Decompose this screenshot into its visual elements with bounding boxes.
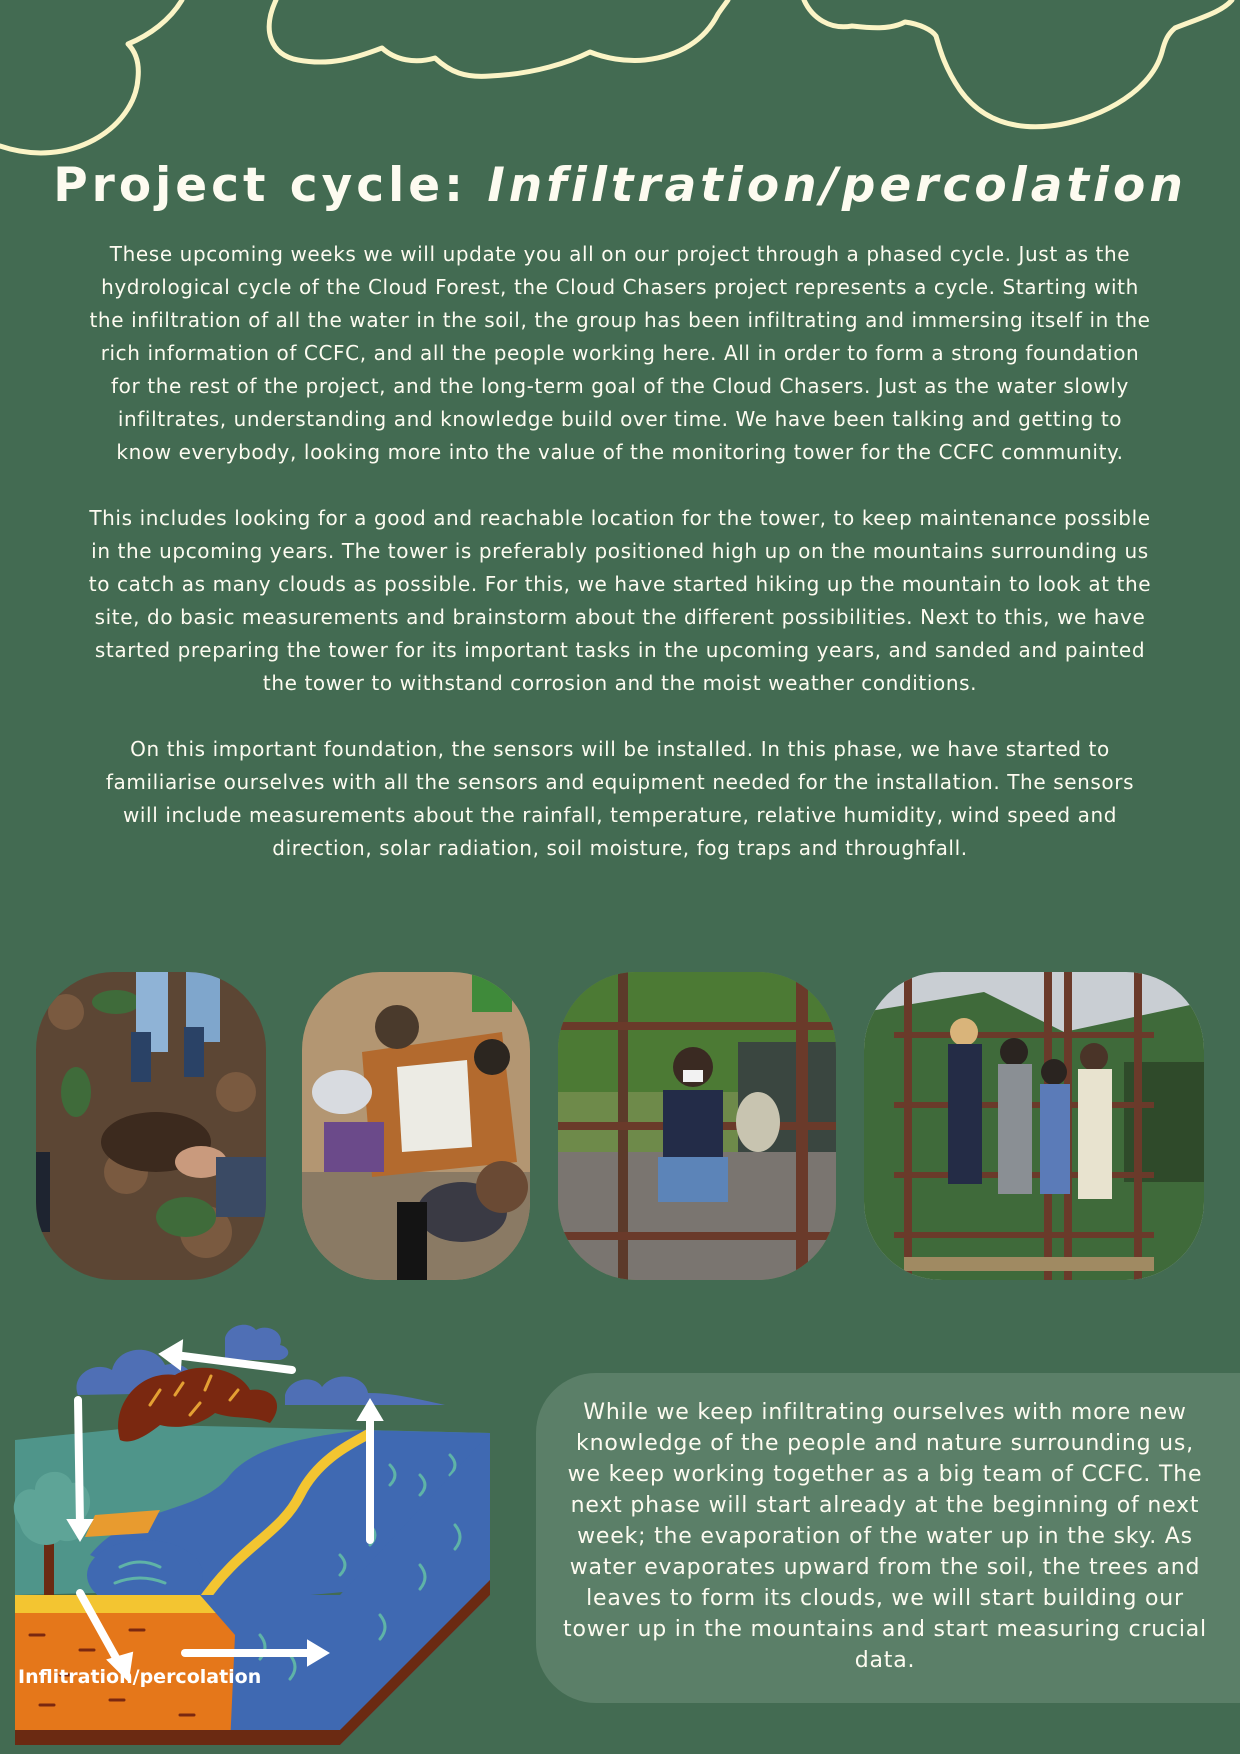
photo-team-on-tower [864,972,1204,1280]
title-emphasis: Infiltration/percolation [487,158,1187,213]
photo-soil-sample [36,972,266,1280]
closing-note-panel [536,1373,1240,1703]
photo-tower-frame [558,972,836,1280]
paragraph-location: This includes looking for a good and reachable location for the tower, to keep maintenance possible in the upcoming years. The tower is preferably positioned high up on the mountains surrounding us to catch as many clouds as possible. For this, we have started hiking up the mountain to look at the site, do basic measurements and brainstorm about the different possibilities. Next to this, we have started preparing the tower for its important tasks in the upcoming years, and sanded and painted the tower to withstand corrosion and the moist weather conditions. [88,506,1152,695]
title-prefix: Project cycle: [53,158,488,213]
cloud-outline-decoration [0,0,1240,170]
page-title [0,158,1240,213]
paragraph-intro: These upcoming weeks we will update you all on our project through a phased cycle. Just as the hydrological cycle of the Cloud Forest, the Cloud Chasers project represents a cycle. Starting with the infiltration of all the water in the soil, the group has been infiltrating and immersing itself in the rich information of CCFC, and all the people working here. All in order to form a strong foundation for the rest of the project, and the long-term goal of the Cloud Chasers. Just as the water slowly infiltrates, understanding and knowledge build over time. We have been talking and getting to know everybody, looking more into the value of the monitoring tower for the CCFC community. [89,242,1151,464]
diagram-label: Inflitration/percolation [18,1666,262,1688]
photo-team-planning [302,972,530,1280]
closing-note-text: While we keep infiltrating ourselves with more new knowledge of the people and nature surrounding us, we keep working together as a big team of CCFC. The next phase will start already at the beginning of next week; the evaporation of the water up in the sky. As water evaporates upward from the soil, the trees and leaves to form its clouds, we will start building our tower up in the mountains and start measuring crucial data. [563,1400,1207,1673]
paragraph-sensors: On this important foundation, the sensors will be installed. In this phase, we have started to familiarise ourselves with all the sensors and equipment needed for the installation. The sensors will include measurements about the rainfall, temperature, relative humidity, wind speed and direction, solar radiation, soil moisture, fog traps and throughfall. [105,737,1135,860]
article-body [88,238,1152,898]
